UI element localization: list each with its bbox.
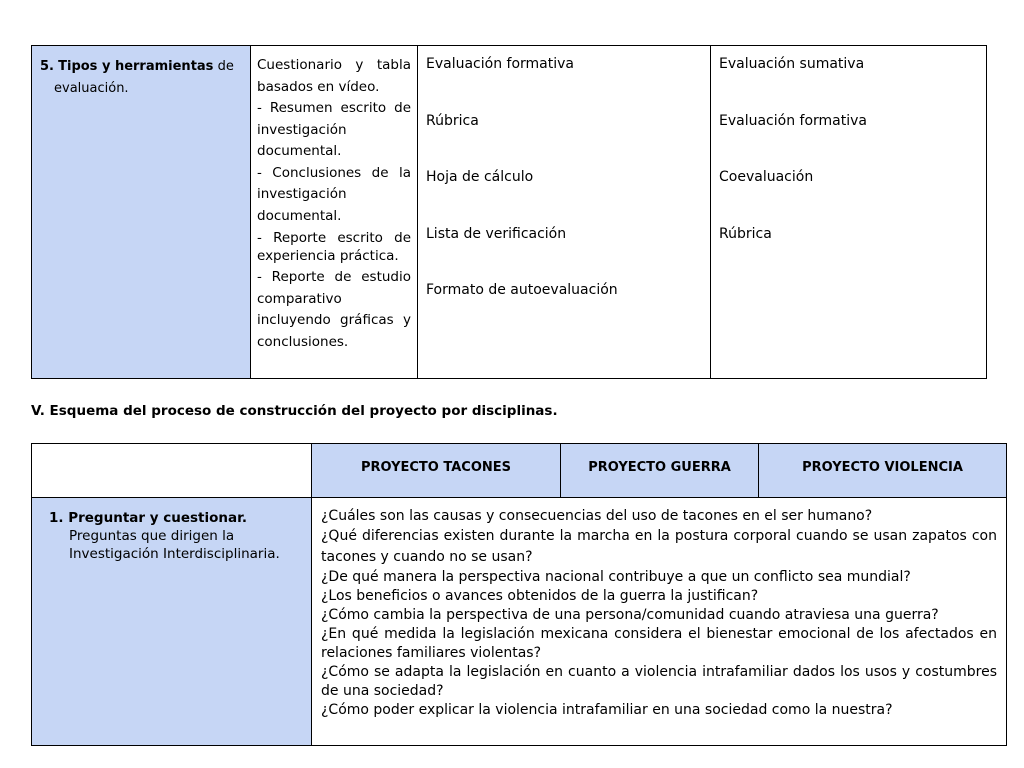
question-item: ¿Cómo se adapta la legislación en cuanto a violencia intrafamiliar dados los usos y costumbres de una sociedad?	[321, 664, 997, 699]
header-proyecto-tacones: PROYECTO TACONES	[312, 444, 561, 498]
question-item: ¿De qué manera la perspectiva nacional contribuye a que un conflicto sea mundial?	[321, 569, 911, 585]
question-item: ¿Los beneficios o avances obtenidos de la guerra la justifican?	[321, 588, 759, 604]
tool-item: Formato de autoevaluación	[426, 282, 618, 299]
question-item: ¿Cómo poder explicar la violencia intrafamiliar en una sociedad como la nuestra?	[321, 702, 893, 718]
project-table	[31, 443, 1007, 746]
products-cell	[251, 46, 418, 379]
tool-item: Lista de verificación	[426, 225, 567, 242]
type-item: Evaluación formativa	[719, 112, 867, 129]
criterion-label: Tipos y herramientas	[58, 59, 214, 74]
header-proyecto-violencia: PROYECTO VIOLENCIA	[759, 444, 1007, 498]
question-item: ¿Cuáles son las causas y consecuencias del uso de tacones en el ser humano?	[321, 508, 873, 524]
header-empty	[32, 444, 312, 498]
tool-item: Hoja de cálculo	[426, 169, 534, 186]
header-proyecto-guerra: PROYECTO GUERRA	[561, 444, 759, 498]
tool-item: Rúbrica	[426, 112, 479, 129]
product-item: - Resumen escrito de investigación documental.	[257, 100, 411, 159]
step-title: 1. Preguntar y cuestionar.	[49, 510, 247, 526]
tools-cell	[418, 46, 711, 379]
product-item: - Reporte escrito de experiencia práctica.	[257, 230, 411, 264]
criterion-cell	[32, 46, 251, 379]
section-title: V. Esquema del proceso de construcción del proyecto por disciplinas.	[31, 403, 558, 419]
tool-item: Evaluación formativa	[426, 56, 574, 72]
step-desc-line1: Preguntas que dirigen la	[69, 528, 235, 544]
product-item: - Reporte de estudio comparativo incluyendo gráficas y conclusiones.	[257, 269, 411, 350]
type-item: Rúbrica	[719, 225, 772, 242]
step-cell	[32, 498, 312, 746]
question-item: ¿Cómo cambia la perspectiva de una persona/comunidad cuando atraviesa una guerra?	[321, 607, 939, 623]
question-item: ¿Qué diferencias existen durante la marcha en la postura corporal cuando se usan zapatos con tacones y cuando no se usan?	[321, 528, 997, 565]
product-item: Cuestionario y tabla basados en vídeo.	[257, 57, 411, 95]
question-item: ¿En qué medida la legislación mexicana considera el bienestar emocional de los afectados en relaciones familiares violentas?	[321, 626, 997, 661]
criterion-number: 5.	[40, 59, 54, 74]
type-item: Coevaluación	[719, 169, 814, 186]
questions-cell	[312, 498, 1007, 746]
criterion-label-line2: evaluación.	[54, 81, 129, 96]
evaluation-table	[31, 45, 987, 379]
step-desc-line2: Investigación Interdisciplinaria.	[69, 546, 280, 562]
criterion-label-rest: de	[217, 59, 234, 74]
type-item: Evaluación sumativa	[719, 56, 865, 72]
product-item: - Conclusiones de la investigación documental.	[257, 164, 411, 224]
types-cell	[711, 46, 987, 379]
